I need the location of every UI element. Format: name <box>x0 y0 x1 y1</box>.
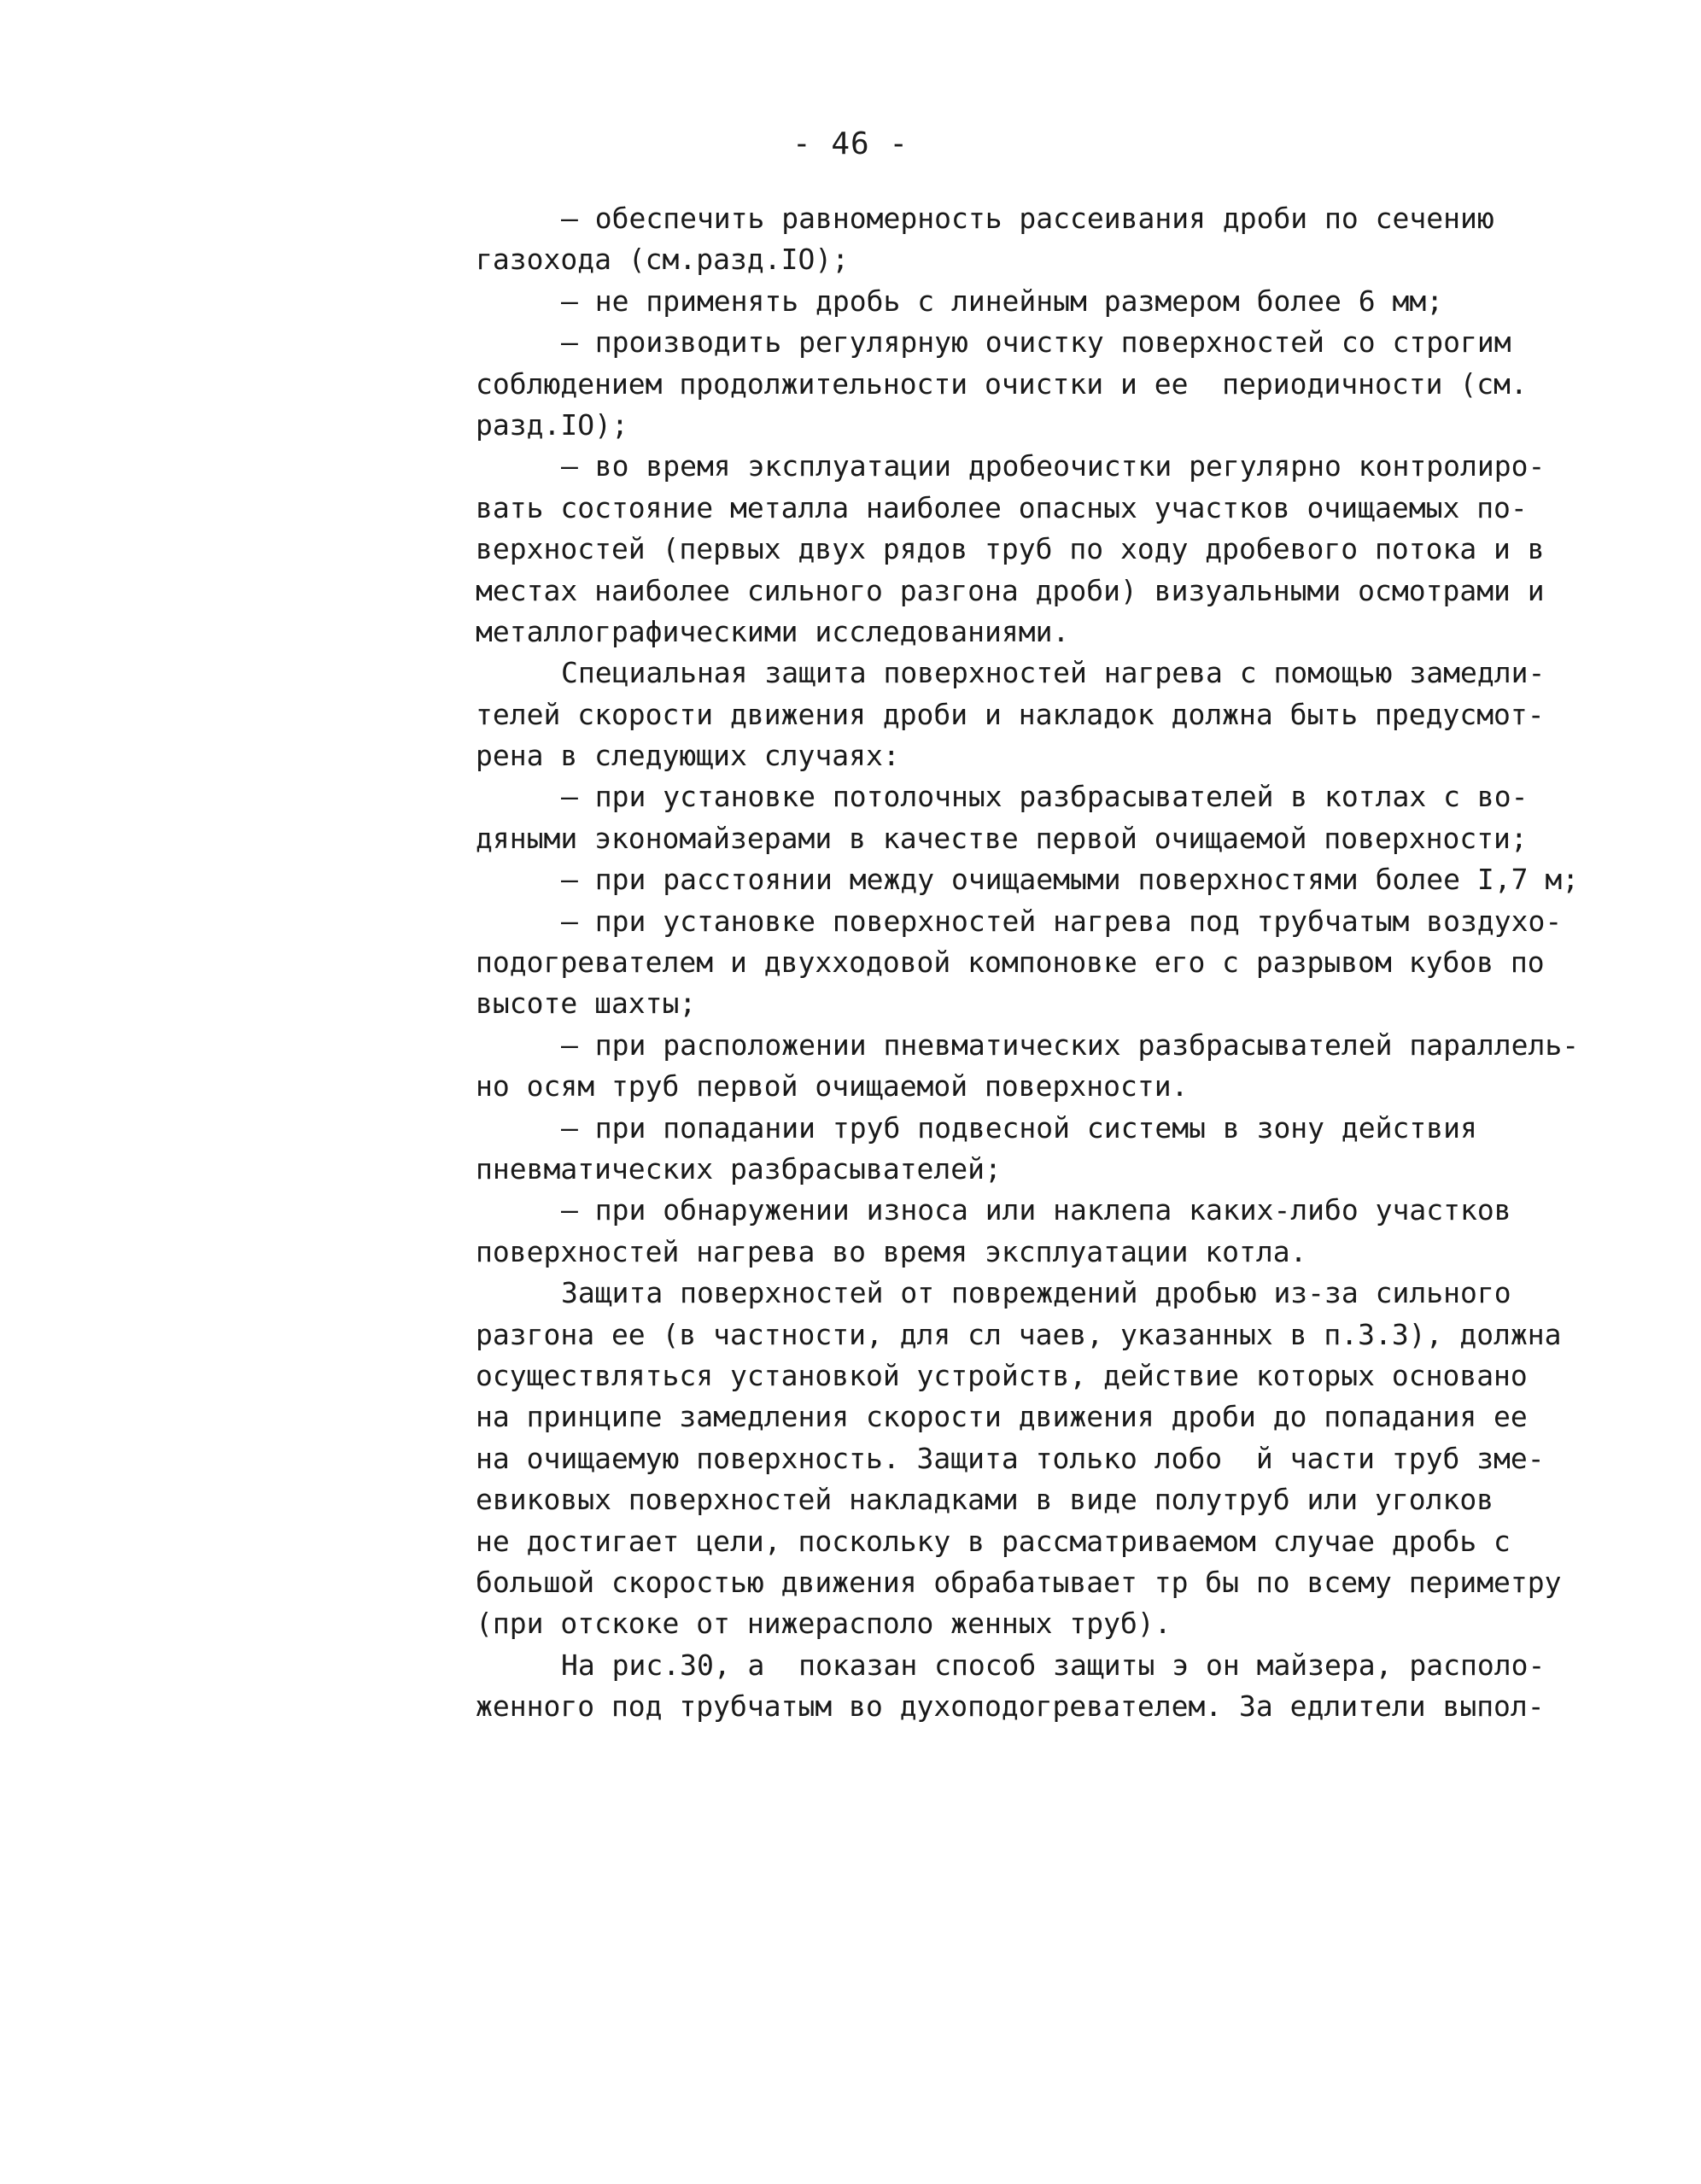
text-line: пневматических разбрасывателей; <box>476 1151 1002 1186</box>
text-line: разгона ее (в частности, для сл чаев, указанных в п.3.3), должна <box>476 1317 1562 1351</box>
text-line: На рис.30, а показан способ защиты э он майзера, располо- <box>561 1648 1546 1682</box>
text-line: верхностей (первых двух рядов труб по ходу дробевого потока и в <box>476 532 1545 566</box>
text-line: на принципе замедления скорости движения дроби до попадания ее <box>476 1400 1528 1434</box>
text-line: но осям труб первой очищаемой поверхности. <box>476 1069 1189 1104</box>
text-line: евиковых поверхностей накладками в виде полутруб или уголков <box>476 1483 1494 1517</box>
text-line: – при установке потолочных разбрасывателей в котлах с во- <box>561 780 1529 814</box>
text-line: Специальная защита поверхностей нагрева с помощью замедли- <box>561 656 1546 690</box>
text-line: – при обнаружении износа или наклепа каких-либо участков <box>561 1193 1511 1227</box>
text-line: Защита поверхностей от повреждений дробью из-за сильного <box>561 1276 1511 1310</box>
text-line: дяными экономайзерами в качестве первой очищаемой поверхности; <box>476 821 1528 855</box>
text-line: подогревателем и двухходовой компоновке его с разрывом кубов по <box>476 946 1545 980</box>
text-line: большой скоростью движения обрабатывает тр бы по всему периметру <box>476 1565 1562 1599</box>
text-line: металлографическими исследованиями. <box>476 614 1070 648</box>
text-line: (при отскоке от нижерасполо женных труб). <box>476 1607 1172 1641</box>
text-line: – не применять дробь с линейным размером более 6 мм; <box>561 284 1444 318</box>
body-text <box>476 198 1580 1727</box>
text-line: – при расстоянии между очищаемыми поверхностями более I,7 м; <box>561 863 1580 897</box>
text-line: осуществляться установкой устройств, действие которых основано <box>476 1358 1528 1392</box>
text-line: разд.IO); <box>476 407 628 442</box>
text-line: рена в следующих случаях: <box>476 739 900 773</box>
text-line: – во время эксплуатации дробеочистки регулярно контролиро- <box>561 449 1546 483</box>
text-line: телей скорости движения дроби и накладок должна быть предусмот- <box>476 697 1545 731</box>
page-number: - 46 - <box>792 126 909 161</box>
text-line: не достигает цели, поскольку в рассматриваемом случае дробь с <box>476 1524 1511 1558</box>
text-line: местах наиболее сильного разгона дроби) визуальными осмотрами и <box>476 573 1545 607</box>
text-line: – при расположении пневматических разбрасывателей параллель- <box>561 1028 1580 1062</box>
text-line: высоте шахты; <box>476 987 697 1021</box>
text-line: – при попадании труб подвесной системы в зону действия <box>561 1110 1477 1145</box>
text-line: – обеспечить равномерность рассеивания дроби по сечению <box>561 202 1494 235</box>
text-line: – при установке поверхностей нагрева под трубчатым воздухо- <box>561 904 1563 938</box>
text-line: соблюдением продолжительности очистки и ее периодичности (см. <box>476 366 1528 401</box>
text-line: женного под трубчатым во духоподогревателем. За едлители выпол- <box>476 1689 1545 1724</box>
text-line: газохода (см.разд.IO); <box>476 243 850 277</box>
text-line: поверхностей нагрева во время эксплуатации котла. <box>476 1234 1307 1268</box>
text-line: вать состояние металла наиболее опасных участков очищаемых по- <box>476 490 1528 524</box>
text-line: – производить регулярную очистку поверхностей со строгим <box>561 325 1511 360</box>
text-line: на очищаемую поверхность. Защита только лобо й части труб зме- <box>476 1441 1545 1475</box>
